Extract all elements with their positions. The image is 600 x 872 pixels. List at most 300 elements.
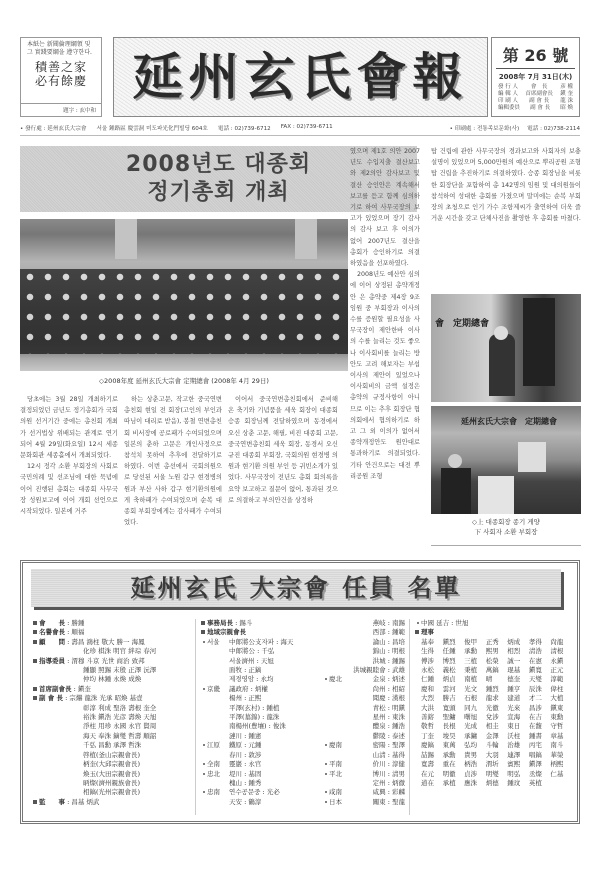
- caption-line-2: 下 사회자 소환 부회장: [474, 528, 538, 536]
- director-name: 鍾書: [528, 731, 542, 740]
- director-name: 鎭澤: [528, 760, 542, 769]
- directors-grid: [421, 638, 569, 789]
- region-cell: [201, 732, 229, 741]
- director-name: 斗輪: [485, 741, 499, 750]
- region-name: 서울: [207, 637, 220, 646]
- director-name: 鍾烈: [485, 684, 499, 693]
- staff-position: 首席副會長: [525, 91, 553, 97]
- region-entry: 西部 : 鍾範: [372, 628, 405, 637]
- region-cell: [323, 741, 351, 750]
- role-label: 首席副會長: [39, 684, 72, 693]
- region-entry: 天安 : 鶴淳: [229, 797, 262, 806]
- director-name: 大烈: [421, 694, 434, 703]
- staff-name: 鎭 奎: [560, 91, 573, 97]
- officer-names: 淨柱 用珍 永國 永官 賢周: [83, 722, 157, 731]
- director-name: 東日: [507, 722, 521, 731]
- director-name: 長根: [442, 722, 456, 731]
- region-entry: 靈巖 : 永官: [229, 760, 262, 769]
- staff-row: [498, 84, 573, 91]
- region-row: [323, 788, 405, 797]
- region-cell: [201, 704, 229, 713]
- role-label: 監 事: [39, 797, 65, 806]
- role-label: 顧 問: [39, 637, 65, 646]
- issue-date: 2008年 7月 31日(木): [496, 68, 575, 82]
- region-cell: [323, 628, 351, 637]
- director-name: 石根: [464, 694, 478, 703]
- group-photo: [20, 219, 348, 371]
- caption-line-1: ◇上 대종회장 종기 게양: [472, 518, 540, 526]
- paragraph: 이어서 중국연변총친회에서 준비해 온 축기와 기념품을 세욱 회장이 대종회 승종 회장님께 전달하였으며 동경에서 오신 상춘 고문, 해필, 비진 대종회 고문, 중국연변총친회 세욱 회장, 동경서 오신 규진 대종회 부회장, 국회의원 현경병 의원과 현기환 의원 부인 등 귀빈소개가 있었다. 사무국장이 전년도 총회 회의록을 요약 보고하고 질문이 없어, 통과된 것으로 의결하고 부의안건을 상정하: [228, 396, 338, 504]
- roster-row: [33, 722, 193, 731]
- printer: • 印刷處 : 전통족보문화(사): [449, 126, 520, 132]
- region-row: [323, 628, 405, 637]
- director-name: 華榮: [550, 750, 564, 759]
- director-name: 在吉: [528, 713, 542, 722]
- region-entry: 漣川 : 鍾憲: [229, 731, 262, 740]
- region-row: [323, 657, 405, 666]
- role-label: 事務局長: [207, 619, 233, 627]
- paragraph: 탑 건립에 관한 사무국장의 경과보고와 사회자의 보충설명이 있었으며 5,000만원의 예산으로 뿌리공원 조형탑 건립을 추진하기로 의결하였다. 승종 회장님을 비롯한 회장단을 포함하여 총 142명의 임원 및 대의원들이 참석하여 성대한 총회를 가졌으며 말미에는 순복 부회장의 초청으로 인기 가수 조항제씨가 출연하여 더욱 즐거운 시간을 갖고 단체사진을 촬영한 후 총회를 마쳤다.: [431, 148, 581, 223]
- roster-row: [33, 760, 193, 769]
- region-row: [323, 694, 405, 703]
- director-name: 光成: [464, 722, 478, 731]
- bullet-square-icon: [33, 659, 37, 663]
- headline-line-2: 정기총회 개최: [147, 180, 290, 205]
- region-row: [201, 685, 331, 694]
- region-entry: 서울濟州 : 天旭: [229, 656, 274, 665]
- staff-position: 會 長: [530, 84, 548, 90]
- director-name: 熙男: [485, 647, 499, 656]
- director-name: 承鏞: [464, 731, 478, 740]
- role-label: 理事: [421, 628, 434, 637]
- region-entry: 博川 : 淸男: [372, 769, 405, 778]
- region-name: 平南: [329, 760, 342, 769]
- region-row: [201, 675, 331, 684]
- region-row: [201, 638, 331, 647]
- photo-banner-text: 延州玄氏大宗會 定期總會: [461, 416, 557, 426]
- bullet-square-icon: [415, 630, 419, 634]
- staff-role: 編 輯 人: [498, 91, 518, 97]
- director-name: 松榮: [485, 656, 499, 665]
- officer-names: 裕洙 鎭浩 光彦 壽煥 天旭: [83, 713, 157, 722]
- paragraph: 였으며 제1호 의안 2007년도 수입지출 결산보고와 제2의안 감사보고 및 결산 승인안은 계속해서 보고를 듣고 함께 심의하기로 하여 사무국장의 보고가 있었으며 장기 감사의 감사 보고 후 이의가 없어 2007년도 결산을 총회가 승인하기로 의결 하였음을 선포하였다.: [350, 148, 420, 268]
- director-name: 善鎔: [421, 713, 434, 722]
- roster-column-regional: [201, 619, 331, 807]
- director-name: 重在: [442, 760, 456, 769]
- roster-row: 指導委員 : 渭穆 斗京 光世 商治 致邦: [33, 657, 193, 666]
- director-name: 柄浩: [464, 760, 478, 769]
- region-row: [201, 788, 331, 797]
- region-row: [323, 741, 405, 750]
- director-name: 勝吉: [442, 694, 456, 703]
- director-name: 三植: [464, 656, 478, 665]
- director-name: 萬鎬: [485, 666, 499, 675]
- motto-line-1: 積善之家: [34, 60, 87, 74]
- director-name: 承勳: [442, 750, 456, 759]
- region-entry: 金泉 : 炳述: [372, 675, 405, 684]
- director-name: 鎭東: [550, 703, 564, 712]
- region-cell: [323, 685, 351, 694]
- bullet-dot-icon: [203, 773, 205, 775]
- staff-role: 編輯委員: [498, 105, 521, 111]
- roster-row: [33, 647, 193, 656]
- director-name: 兌涉: [485, 713, 499, 722]
- director-name: 淸根: [550, 647, 564, 656]
- director-name: 大洪: [421, 703, 434, 712]
- region-entry: 密陽 : 聖澤: [372, 741, 405, 750]
- director-name: 雲河: [442, 684, 456, 693]
- region-cell: [201, 779, 229, 788]
- roster-row: [33, 770, 193, 779]
- article-column-1: [20, 394, 118, 554]
- roster-title: 延州玄氏 大宗會 任員 名單: [31, 569, 561, 607]
- director-name: 貴男: [464, 750, 478, 759]
- officer-names: 彰淳 利成 聖洛 壽根 奎全: [83, 703, 157, 712]
- bullet-dot-icon: [325, 763, 327, 765]
- group-photo-caption: ◇2008年度 延州玄氏大宗會 定期總會 (2008年 4月 29日): [99, 377, 269, 385]
- director-name: 炳成: [507, 637, 521, 646]
- region-entry: 洪城親睦會 : 武雄: [353, 666, 405, 675]
- region-cell: [323, 657, 351, 666]
- director-name: 建道: [507, 694, 521, 703]
- director-name: 偉柱: [550, 684, 564, 693]
- region-row: [201, 657, 331, 666]
- director-name: 琨基: [507, 666, 521, 675]
- director-name: 丁奎: [421, 731, 434, 740]
- region-cell: [201, 760, 229, 769]
- director-name: 任鍾: [442, 647, 456, 656]
- director-name: 應洙: [464, 778, 478, 787]
- staff-position: 副 會 長: [529, 98, 550, 104]
- director-name: 渭圻: [485, 760, 499, 769]
- headline-line-1: 2008년도 대종회: [125, 152, 312, 177]
- director-name: 賓熙: [507, 760, 521, 769]
- roster-column-regional-2: [323, 619, 405, 807]
- region-entry: 洪城 : 鍾錫: [372, 656, 405, 665]
- region-entry: 定州 : 炳徹: [372, 778, 405, 787]
- officer-names: 鍾顯 照錫 末殷 正澤 沅澤: [83, 666, 157, 675]
- region-cell: [323, 760, 351, 769]
- director-name: 道在: [421, 778, 434, 787]
- officer-names: 海天 奉洙 鏑燮 哲壽 順韶: [83, 731, 157, 740]
- director-name: 鎭烈: [442, 637, 456, 646]
- roster-row: 顧 問 : 壽昌 鴻柱 敬大 勝一 海鳳: [33, 638, 193, 647]
- region-entry: 青松 : 明鎭: [372, 703, 405, 712]
- region-entry: 醴泉 : 鍾浩: [372, 722, 405, 731]
- director-name: 光徹: [485, 703, 499, 712]
- bullet-dot-icon: [417, 622, 419, 624]
- region-cell: [201, 798, 229, 807]
- region-row: [323, 732, 405, 741]
- roster-row: [33, 751, 193, 760]
- flag-ceremony-photo: [431, 294, 581, 402]
- staff-list: [492, 82, 579, 114]
- region-entry: 价川 : 淳健: [372, 760, 405, 769]
- director-name: 唱鎬: [528, 750, 542, 759]
- staff-row: [498, 105, 573, 112]
- officer-names: 仲均 林鍾 永煥 成煥: [83, 675, 142, 684]
- director-name: 丞燦: [528, 769, 542, 778]
- director-name: 貞涉: [464, 769, 478, 778]
- region-cell: [201, 751, 229, 760]
- director-name: 辰洙: [528, 684, 542, 693]
- publication-info-bar: [20, 124, 580, 136]
- article-column-5: [431, 146, 581, 286]
- region-cell: [201, 722, 229, 731]
- roster-row: 會 長 : 勝鍾: [33, 619, 193, 628]
- officer-names: 化珍 棋洙 明官 絆琮 春河: [83, 647, 157, 656]
- director-name: 連澤: [507, 750, 521, 759]
- officer-names: 宗爀 龍洙 光承 昭煥 基壹: [69, 694, 143, 703]
- column-divider: [195, 619, 196, 815]
- region-row: [201, 732, 331, 741]
- bullet-dot-icon: [203, 744, 205, 746]
- publisher: • 發行處 : 延州玄氏大宗會: [20, 126, 87, 132]
- officer-names: 柄奎(大邱宗親會長): [83, 760, 141, 769]
- director-name: 承勳: [464, 647, 478, 656]
- region-row: [323, 770, 405, 779]
- region-cell: [323, 675, 351, 684]
- region-cell: [323, 779, 351, 788]
- region-row: [201, 741, 331, 750]
- region-row: [201, 647, 331, 656]
- director-name: 鎭寬: [528, 666, 542, 675]
- divider: [431, 545, 581, 546]
- region-cell: [323, 694, 351, 703]
- director-name: 同九: [464, 703, 478, 712]
- issue-number: 第 26 號: [502, 46, 569, 65]
- director-name: 淳範: [550, 675, 564, 684]
- region-row: [323, 798, 405, 807]
- role-label: 副 會 長: [39, 694, 64, 703]
- director-name: 相圭: [485, 722, 499, 731]
- region-row: [201, 694, 331, 703]
- director-name: 永松: [421, 666, 434, 675]
- region-name: 中國: [421, 619, 434, 627]
- director-name: 弘均: [464, 741, 478, 750]
- region-entry: 山淸 : 基得: [372, 750, 405, 759]
- paragraph: 2008년도 예산안 심의에 이어 상정된 총약개정안 은 총약중 제4장 9조 임원 중 부회장과 이사의 수를 증원할 필요성을 사무국장이 제안한바 이사의 수를 늘리는 것도 좋으나 이사회비를 늘리는 방안도 고려 해보자는 부섭 이사의 제안이 있었으나 이사회비의 금액 설정은 총약의 규정사항이 아니므로 이는 추후 회장단 협의회에서 협의하기로 하고 그 외 이의가 없어서 종약개정안도 원안대로 통과하기로 의결되었다. 기타 안건으로는 대전 뿌리공원 조형: [350, 271, 420, 480]
- region-cell: [201, 713, 229, 722]
- masthead-title-box: [113, 37, 488, 117]
- director-name: 淸浩: [528, 647, 542, 656]
- region-entry: 鐵原 : 元鍾: [229, 741, 262, 750]
- region-entry: 平澤(玄村) : 鍾植: [229, 703, 280, 712]
- paragraph: 하는 상춘고문, 작고한 중국연변총친회 현일 전 회장(고인의 부인과 따님이 대리로 받음), 봉철 연변총친회 비서장에 공로패가 수여되었으며 일본의 춘하 고문은 개인사정으로 참석치 못하여 추후에 전달하기로 하였다. 이번 총선에서 국회의원으로 당선된 서울 노원 갑구 현경병의원과 부산 사하 갑구 현기환의원에게 축하패가 수여되었으며 순복 대종회 부회장에게는 감사패가 수여되었다.: [124, 396, 222, 527]
- director-name: 沃柱: [507, 731, 521, 740]
- region-entry: 春川 : 敦涉: [229, 750, 262, 759]
- roster-row: [33, 675, 193, 684]
- roster-row: [33, 732, 193, 741]
- region-cell: [201, 638, 229, 647]
- director-name: 鍾亨: [507, 684, 521, 693]
- director-name: 在馥: [528, 722, 542, 731]
- director-name: 治雄: [507, 741, 521, 750]
- director-name: 明燮: [485, 769, 499, 778]
- role-label: 指導委員: [39, 656, 65, 665]
- region-name: 忠北: [207, 769, 220, 778]
- region-cell: [323, 770, 351, 779]
- region-entry: 제경영암 : 永均: [229, 675, 274, 684]
- director-name: 光文: [464, 684, 478, 693]
- bullet-square-icon: [33, 621, 37, 625]
- role-label: 會 長: [39, 619, 65, 627]
- director-name: 在憲: [528, 656, 542, 665]
- article-column-3: [228, 394, 338, 554]
- bullet-square-icon: [33, 800, 37, 804]
- region-row: [323, 779, 405, 788]
- director-name: 基奉: [421, 637, 434, 646]
- region-cell: [323, 798, 351, 807]
- director-name: 在元: [421, 769, 434, 778]
- director-name: 孝得: [528, 637, 542, 646]
- region-entry: 議政府 : 炳權: [229, 684, 268, 693]
- director-name: 炳德: [485, 778, 499, 787]
- fax: FAX : 02)739-6711: [280, 124, 333, 130]
- region-row: [323, 638, 405, 647]
- region-name: 慶南: [329, 741, 342, 750]
- region-cell: [323, 722, 351, 731]
- bullet-dot-icon: [325, 678, 327, 680]
- region-name: 京畿: [207, 684, 220, 693]
- directors-heading: [415, 628, 571, 637]
- officer-roster: [20, 560, 580, 824]
- director-name: 明徹: [442, 769, 456, 778]
- director-name: 喆錫: [421, 750, 434, 759]
- region-row: [201, 798, 331, 807]
- region-entry: 聞慶 : 漢根: [372, 694, 405, 703]
- region-entry: 槐山 : 鍾秀: [229, 778, 262, 787]
- region-entry: 星州 : 東洙: [372, 713, 405, 722]
- region-row: [201, 704, 331, 713]
- region-name: 日本: [329, 797, 342, 806]
- region-entry: 面牧 : 正鎬: [229, 666, 262, 675]
- director-name: 守哲: [550, 722, 564, 731]
- director-name: 龍求: [485, 694, 499, 703]
- issue-box: [491, 37, 580, 117]
- paragraph: 당초에는 3월 28일 개최하기로 결정되었던 금년도 정기총회가 국회의원 선거기간 중에는 총친회 개최가 선거법상 위배되는 관계로 연기되어 4월 29일(화요일) 12시 세종문화회관 세종홀에서 개최되었다.: [20, 396, 118, 460]
- region-entry: 中郞將公支자파 : 海天: [229, 637, 294, 646]
- region-cell: [201, 770, 229, 779]
- director-name: 正秀: [485, 637, 499, 646]
- ethics-note: 本紙는 新聞倫理綱領 및 그 實踐要綱을 遵守한다.: [27, 41, 92, 56]
- region-row: [323, 722, 405, 731]
- bullet-dot-icon: [203, 763, 205, 765]
- region-entry: 延吉 : 世旭: [436, 619, 469, 627]
- director-name: 英植: [528, 778, 542, 787]
- region-entry: 中郞將公 : 千弘: [229, 647, 275, 656]
- officer-names: 相鎬(光州宗親會長): [83, 788, 141, 797]
- director-name: 生得: [421, 647, 434, 656]
- director-name: 傅涉: [421, 656, 434, 665]
- bullet-square-icon: [33, 630, 37, 634]
- article-column-2: [124, 394, 222, 554]
- region-cell: [201, 657, 229, 666]
- director-name: 秉植: [464, 666, 478, 675]
- article-column-4: [350, 146, 420, 554]
- officer-names: 煥玉(大田宗親會長): [83, 769, 141, 778]
- region-row: [323, 619, 405, 628]
- region-name: 全南: [207, 760, 220, 769]
- officer-names: 鎭奎: [77, 684, 91, 693]
- printer-phone: 電話 : 02)738-2114: [527, 126, 580, 132]
- director-name: 光來: [507, 703, 521, 712]
- region-entry: 尙州 : 相紹: [372, 684, 405, 693]
- roster-row: [33, 704, 193, 713]
- director-name: 仁鍾: [421, 675, 434, 684]
- region-entry: 平澤(墓錦) : 龍洙: [229, 713, 280, 722]
- region-row: [201, 722, 331, 731]
- region-row: [201, 751, 331, 760]
- director-name: 尙龍: [550, 637, 564, 646]
- roster-row: 名譽會長 : 順福: [33, 628, 193, 637]
- director-name: 德奎: [507, 675, 521, 684]
- director-name: 博烈: [442, 656, 456, 665]
- officer-names: 勝鍾: [71, 619, 85, 627]
- director-name: 大羽: [485, 750, 499, 759]
- director-name: 宣海: [507, 713, 521, 722]
- director-name: 丙宅: [528, 741, 542, 750]
- director-name: 義松: [442, 666, 456, 675]
- region-name: 咸南: [329, 788, 342, 797]
- staff-role: 印 刷 人: [498, 98, 518, 104]
- officer-names: 千弘 昌勳 承澤 哲洙: [83, 741, 142, 750]
- secretary-general: 事務局長 : 錫斗: [201, 619, 331, 628]
- bullet-dot-icon: [325, 791, 327, 793]
- bullet-dot-icon: [325, 744, 327, 746]
- region-row: [323, 685, 405, 694]
- director-name: 俊甲: [464, 637, 478, 646]
- roster-column-officers: [33, 619, 193, 807]
- region-cell: [323, 704, 351, 713]
- staff-position: 副 會 長: [530, 105, 551, 111]
- region-cell: [323, 647, 351, 656]
- region-cell: [201, 788, 229, 797]
- motto-box: [20, 37, 102, 117]
- bullet-square-icon: [201, 630, 205, 634]
- role-label: 名譽會長: [39, 628, 65, 637]
- director-name: 寬壽: [421, 760, 434, 769]
- director-name: 仁基: [550, 769, 564, 778]
- region-row: [323, 647, 405, 656]
- photo-banner-text: 會 定期總會: [435, 319, 490, 329]
- motto-line-2: 必有餘慶: [34, 74, 87, 88]
- region-cell: [201, 694, 229, 703]
- officer-names: 昌基 炳武: [71, 797, 100, 806]
- officer-names: 渭穆 斗京 光世 商治 致邦: [71, 656, 145, 665]
- director-name: 埈昊: [442, 731, 456, 740]
- director-name: 寬頭: [442, 703, 456, 712]
- bullet-dot-icon: [325, 801, 327, 803]
- region-entry: 堤川 : 基固: [229, 769, 262, 778]
- director-name: 相烈: [507, 647, 521, 656]
- officer-names: 順福: [71, 628, 85, 637]
- director-name: 才二: [528, 694, 542, 703]
- director-name: 晴: [485, 675, 493, 684]
- region-entry: 關東 : 聖龍: [372, 797, 405, 806]
- region-row: [323, 760, 405, 769]
- role-label: 地域宗親會長: [207, 628, 246, 637]
- director-name: 昌涉: [528, 703, 542, 712]
- region-cell: [201, 741, 229, 750]
- region-name: 平北: [329, 769, 342, 778]
- region-cell: [323, 732, 351, 741]
- roster-row: 首席副會長 : 鎭奎: [33, 685, 193, 694]
- director-name: 柄熙: [550, 760, 564, 769]
- bullet-square-icon: [33, 687, 37, 691]
- paragraph: 12시 정각 소환 부회장의 사회로 국민의례 및 선조님에 대한 묵념에 이어 진행된 총회는 대종회 사무국장 성원보고에 이어 개회 선언으로 시작되었다. 일본에 거주: [20, 463, 118, 516]
- region-entry: 咸興 : 彩麟: [372, 788, 405, 797]
